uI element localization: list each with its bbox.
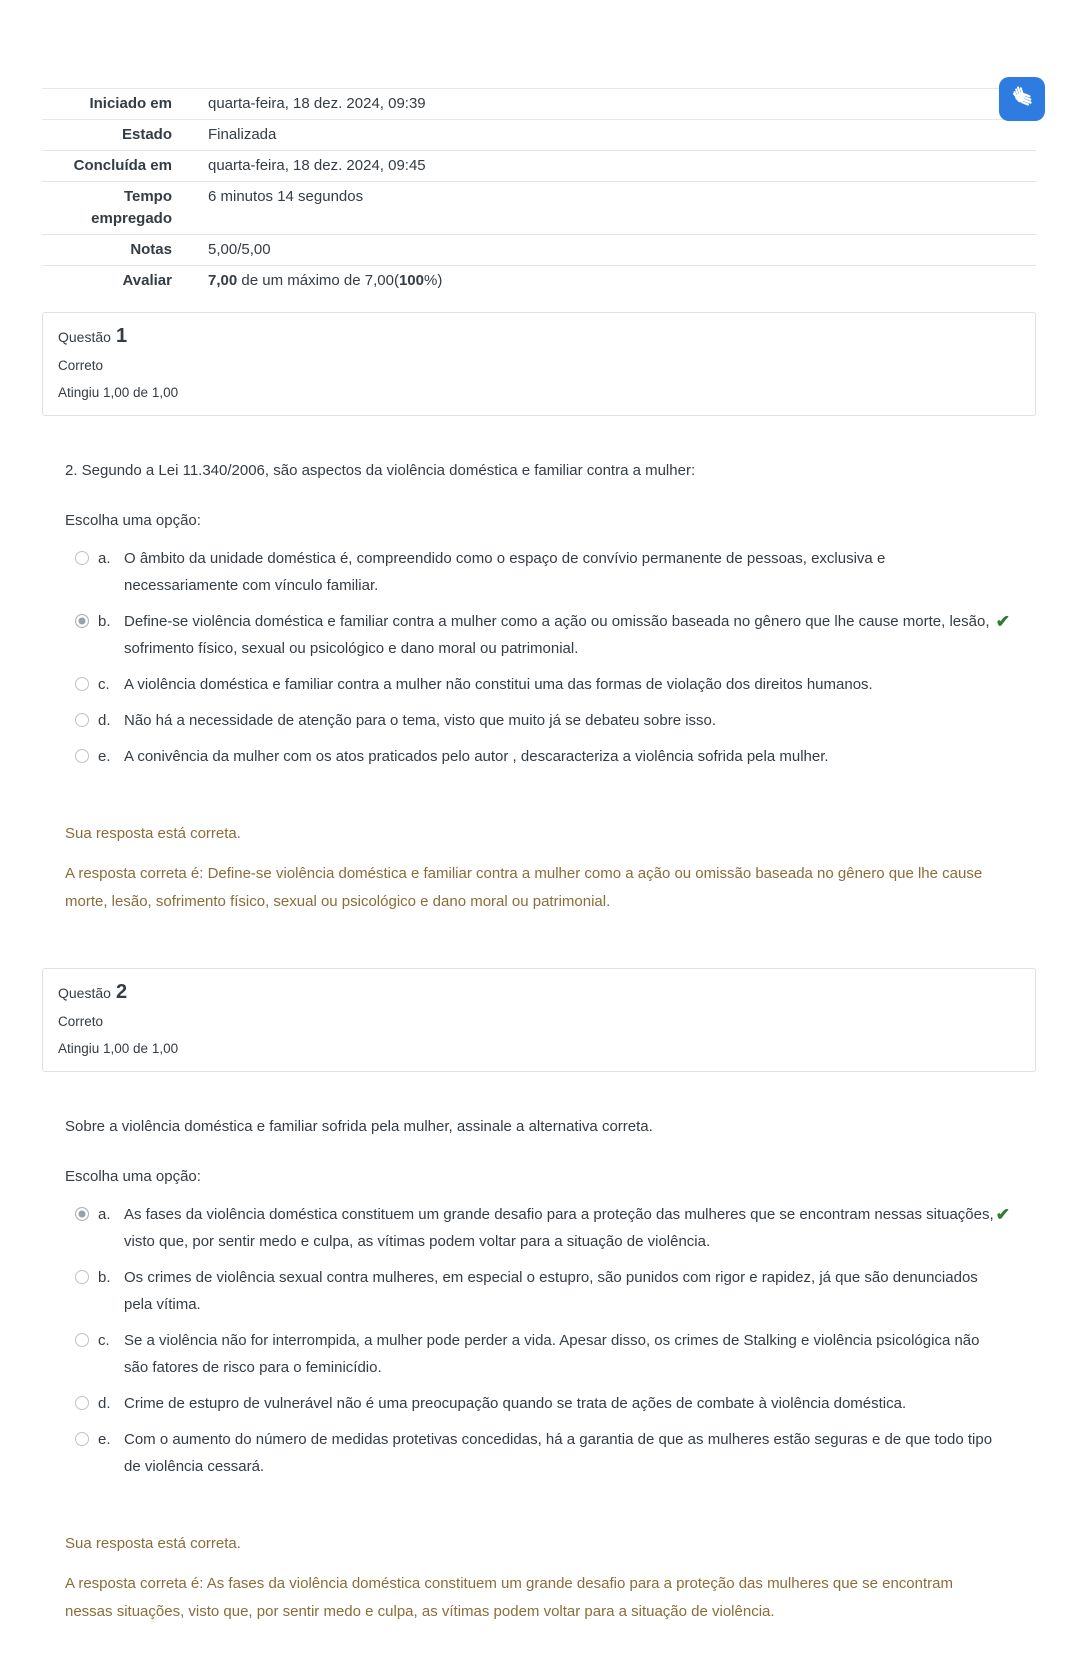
question-text: Sobre a violência doméstica e familiar sofrida pela mulher, assinale a alternativa correta. — [65, 1118, 653, 1135]
radio-button[interactable] — [75, 677, 89, 691]
option-letter: d. — [98, 712, 111, 729]
right-answer-text: A resposta correta é: Define-se violência doméstica e familiar contra a mulher como a ação ou omissão baseada no gênero que lhe cause morte, lesão, sofrimento físico, sexual ou psicológico e dano moral ou patrimonial. — [65, 865, 983, 910]
question-grade-text: Atingiu 1,00 de 1,00 — [58, 1041, 179, 1056]
table-row — [42, 89, 1036, 120]
row-label: Notas — [130, 241, 172, 258]
radio-button[interactable] — [75, 551, 89, 565]
grade-end-text: %) — [423, 272, 443, 289]
answer-option-b[interactable] — [65, 1264, 1036, 1318]
answer-prompt: Escolha uma opção: — [65, 512, 201, 529]
question-text: 2. Segundo a Lei 11.340/2006, são aspectos da violência doméstica e familiar contra a mulher: — [65, 462, 696, 479]
radio-button[interactable] — [75, 1432, 89, 1446]
option-text: A conivência da mulher com os atos praticados pelo autor , descaracteriza a violência sofrida pela mulher. — [124, 748, 829, 765]
option-letter: d. — [98, 1395, 111, 1412]
radio-button[interactable] — [75, 1396, 89, 1410]
radio-button[interactable] — [75, 749, 89, 763]
option-letter: e. — [98, 748, 111, 765]
option-letter: a. — [98, 550, 111, 567]
option-text: Se a violência não for interrompida, a mulher pode perder a vida. Apesar disso, os crimes de Stalking e violência psicológica não são fatores de risco para o feminicídio. — [124, 1332, 980, 1376]
grade-middle-text: de um máximo de 7,00( — [237, 272, 399, 289]
answer-option-e[interactable] — [65, 743, 1036, 770]
question-state-badge: Correto — [58, 358, 104, 373]
question-number-value: 1 — [115, 325, 128, 347]
answer-option-c[interactable] — [65, 671, 1036, 698]
question-info-box — [42, 968, 1036, 1072]
sign-language-icon — [1006, 83, 1038, 115]
option-letter: c. — [98, 676, 110, 693]
option-text: Não há a necessidade de atenção para o tema, visto que muito já se debateu sobre isso. — [124, 712, 717, 729]
answer-options — [65, 545, 1036, 770]
answer-option-d[interactable] — [65, 707, 1036, 734]
row-value: Finalizada — [208, 126, 277, 143]
right-answer-text: A resposta correta é: As fases da violência doméstica constituem um grande desafio para a proteção das mulheres que se encontram nessas situações, visto que, por sentir medo e culpa, as vítimas podem voltar para a situação de violência. — [65, 1575, 953, 1620]
question-grade-text: Atingiu 1,00 de 1,00 — [58, 385, 179, 400]
attempt-summary-table — [42, 88, 1036, 296]
answer-option-e[interactable] — [65, 1426, 1036, 1480]
feedback-block — [65, 1533, 1036, 1626]
row-value: quarta-feira, 18 dez. 2024, 09:45 — [208, 157, 426, 174]
radio-button[interactable] — [75, 614, 89, 628]
question-content — [65, 460, 1036, 770]
radio-button[interactable] — [75, 1333, 89, 1347]
option-text: Os crimes de violência sexual contra mulheres, em especial o estupro, são punidos com rigor e rapidez, já que são denunciados pela vítima. — [124, 1269, 978, 1313]
question-number — [58, 326, 1020, 347]
option-letter: e. — [98, 1431, 111, 1448]
question-info-box — [42, 312, 1036, 416]
question-label: Questão — [58, 329, 111, 345]
radio-button[interactable] — [75, 1270, 89, 1284]
answer-option-c[interactable] — [65, 1327, 1036, 1381]
question-number — [58, 982, 1020, 1003]
answer-option-b[interactable] — [65, 608, 1036, 662]
question-label: Questão — [58, 985, 111, 1001]
table-row — [42, 120, 1036, 151]
correct-check-icon: ✔ — [995, 612, 1010, 631]
option-letter: c. — [98, 1332, 110, 1349]
option-text: Com o aumento do número de medidas protetivas concedidas, há a garantia de que as mulheres estão seguras e de que todo tipo de violência cessará. — [124, 1431, 993, 1475]
row-label: Concluída em — [73, 157, 172, 174]
answer-option-a[interactable] — [65, 1201, 1036, 1255]
answer-options — [65, 1201, 1036, 1480]
row-label: Avaliar — [122, 272, 172, 289]
sign-language-button[interactable] — [999, 77, 1045, 121]
option-text: A violência doméstica e familiar contra a mulher não constitui uma das formas de violação dos direitos humanos. — [124, 676, 873, 693]
answer-prompt: Escolha uma opção: — [65, 1168, 201, 1185]
question-number-value: 2 — [115, 981, 128, 1003]
table-row — [42, 151, 1036, 182]
row-value: quarta-feira, 18 dez. 2024, 09:39 — [208, 95, 426, 112]
row-label: Tempo empregado — [91, 188, 172, 227]
option-letter: b. — [98, 613, 111, 630]
answer-option-d[interactable] — [65, 1390, 1036, 1417]
row-value-grade — [192, 266, 1036, 297]
question-state-badge: Correto — [58, 1014, 104, 1029]
row-value: 5,00/5,00 — [208, 241, 271, 258]
option-letter: b. — [98, 1269, 111, 1286]
row-label: Estado — [121, 126, 172, 143]
option-text: O âmbito da unidade doméstica é, compreendido como o espaço de convívio permanente de pessoas, exclusiva e necessariamente com vínculo familiar. — [124, 550, 886, 594]
option-letter: a. — [98, 1206, 111, 1223]
radio-button[interactable] — [75, 713, 89, 727]
question-content — [65, 1116, 1036, 1480]
correct-check-icon: ✔ — [995, 1205, 1010, 1224]
question-block-1 — [42, 312, 1036, 916]
row-label: Iniciado em — [89, 95, 172, 112]
question-block-2 — [42, 968, 1036, 1626]
feedback-block — [65, 823, 1036, 916]
feedback-correct-text: Sua resposta está correta. — [65, 1535, 241, 1552]
table-row — [42, 235, 1036, 266]
option-text: Define-se violência doméstica e familiar contra a mulher como a ação ou omissão baseada no gênero que lhe cause morte, lesão, sofrimento físico, sexual ou psicológico e dano moral ou patrimonial. — [124, 613, 990, 657]
answer-option-a[interactable] — [65, 545, 1036, 599]
grade-percent: 100 — [398, 272, 424, 289]
table-row-grade — [42, 266, 1036, 297]
radio-button[interactable] — [75, 1207, 89, 1221]
option-text: Crime de estupro de vulnerável não é uma preocupação quando se trata de ações de combate à violência doméstica. — [124, 1395, 907, 1412]
feedback-correct-text: Sua resposta está correta. — [65, 825, 241, 842]
grade-value: 7,00 — [208, 272, 238, 289]
option-text: As fases da violência doméstica constituem um grande desafio para a proteção das mulheres que se encontram nessas situações, visto que, por sentir medo e culpa, as vítimas podem voltar para a situação de violência. — [124, 1206, 994, 1250]
table-row — [42, 182, 1036, 235]
row-value: 6 minutos 14 segundos — [208, 188, 364, 205]
